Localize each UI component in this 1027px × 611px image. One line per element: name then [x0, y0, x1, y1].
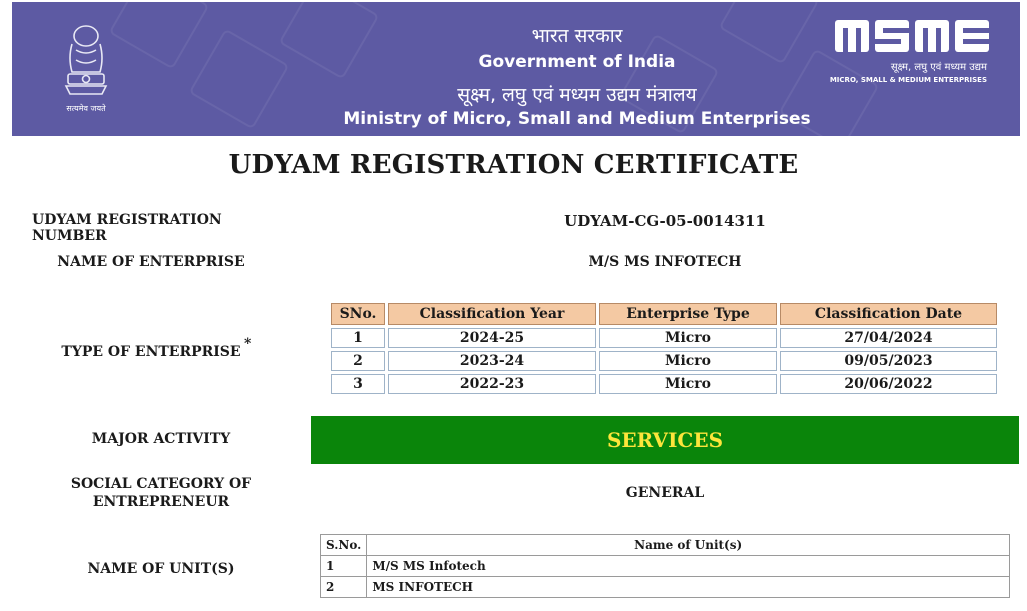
- unit-sno: 2: [321, 577, 367, 598]
- units-header-name: Name of Unit(s): [367, 535, 1010, 556]
- unit-name: MS INFOTECH: [367, 577, 1010, 598]
- cell-year: 2023-24: [388, 351, 596, 371]
- enterprise-type-asterisk: *: [244, 336, 252, 352]
- header-hindi-government: भारत सरकार: [531, 25, 623, 47]
- social-category-label-line1: SOCIAL CATEGORY OF: [70, 476, 252, 492]
- cell-year: 2024-25: [388, 328, 596, 348]
- reg-number-label: UDYAM REGISTRATION NUMBER: [32, 212, 222, 244]
- header-enterprise-type: Enterprise Type: [599, 303, 777, 325]
- enterprise-name-value: M/S MS INFOTECH: [588, 254, 742, 270]
- classification-table: [328, 300, 1000, 397]
- certificate-title: UDYAM REGISTRATION CERTIFICATE: [228, 150, 799, 180]
- cell-year: 2022-23: [388, 374, 596, 394]
- table-row: [321, 556, 1010, 577]
- social-category-value: GENERAL: [625, 485, 705, 501]
- cell-sno: 2: [331, 351, 385, 371]
- units-header-row: [321, 535, 1010, 556]
- cell-type: Micro: [599, 328, 777, 348]
- emblem-motto: सत्यमेव जयते: [66, 104, 106, 113]
- table-row: [331, 351, 997, 371]
- msme-english-tagline: MICRO, SMALL & MEDIUM ENTERPRISES: [829, 76, 987, 84]
- reg-number-value: UDYAM-CG-05-0014311: [564, 212, 766, 230]
- enterprise-name-label: NAME OF ENTERPRISE: [57, 254, 245, 270]
- header-banner: [12, 2, 1020, 136]
- header-english-ministry: Ministry of Micro, Small and Medium Enterprises: [343, 109, 811, 129]
- unit-name: M/S MS Infotech: [367, 556, 1010, 577]
- header-english-government: Government of India: [478, 52, 676, 72]
- table-row: [331, 374, 997, 394]
- cell-type: Micro: [599, 351, 777, 371]
- table-row: [321, 577, 1010, 598]
- msme-logo-text: MSME: [835, 16, 839, 17]
- enterprise-type-label: TYPE OF ENTERPRISE: [61, 344, 241, 360]
- major-activity-label: MAJOR ACTIVITY: [91, 431, 231, 447]
- header-hindi-ministry: सूक्ष्म, लघु एवं मध्यम उद्यम मंत्रालय: [457, 84, 697, 106]
- unit-sno: 1: [321, 556, 367, 577]
- header-classification-year: Classification Year: [388, 303, 596, 325]
- cell-type: Micro: [599, 374, 777, 394]
- units-table: [320, 534, 1010, 598]
- national-emblem-icon: [58, 20, 114, 116]
- cell-sno: 1: [331, 328, 385, 348]
- msme-hindi-tagline: सूक्ष्म, लघु एवं मध्यम उद्यम: [890, 62, 987, 73]
- major-activity-value: SERVICES: [311, 416, 1019, 464]
- cell-date: 20/06/2022: [780, 374, 997, 394]
- units-header-sno: S.No.: [321, 535, 367, 556]
- units-label: NAME OF UNIT(S): [87, 561, 235, 577]
- header-classification-date: Classification Date: [780, 303, 997, 325]
- cell-date: 09/05/2023: [780, 351, 997, 371]
- classification-header-row: [331, 303, 997, 325]
- header-sno: SNo.: [331, 303, 385, 325]
- cell-sno: 3: [331, 374, 385, 394]
- cell-date: 27/04/2024: [780, 328, 997, 348]
- table-row: [331, 328, 997, 348]
- msme-logo: [835, 16, 990, 56]
- social-category-label-line2: ENTREPRENEUR: [92, 494, 230, 510]
